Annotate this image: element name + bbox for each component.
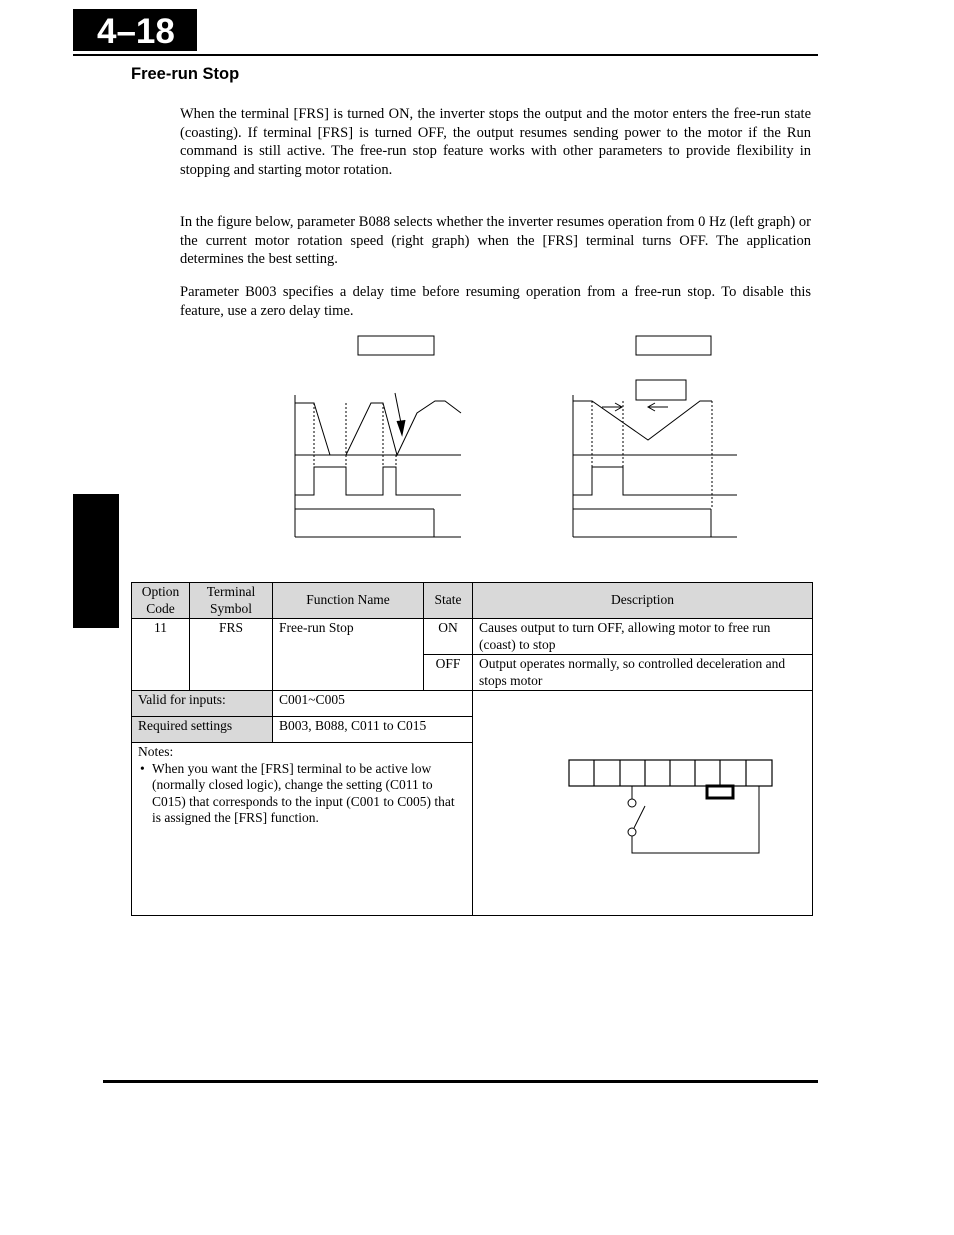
description-on-cell: Causes output to turn OFF, allowing motor to free run (coast) to stop [473,619,813,655]
wiring-diagram-cell [473,691,813,916]
wiring-diagram [473,691,813,915]
note-item: • When you want the [FRS] terminal to be active low (normally closed logic), change the setting (C011 to C015) that corresponds to the input (C001 to C005) that is assigned the [FRS] function. [152,761,466,827]
page-number: 4–18 [97,12,175,51]
state-on-cell: ON [424,619,473,655]
jumper-icon [707,786,733,798]
valid-inputs-value: C001~C005 [273,691,473,717]
left-timing-graph [295,336,461,537]
header-description: Description [473,583,813,619]
right-motor-speed-curve [573,401,712,440]
right-graph-label-box [636,336,711,355]
left-motor-speed-curve [295,401,461,455]
header-function-name: Function Name [273,583,424,619]
notes-list [138,761,466,827]
header-option-code: Option Code [132,583,190,619]
footer-rule [103,1080,818,1083]
notes-cell [132,743,473,916]
required-settings-label: Required settings [132,717,273,743]
section-title: Free-run Stop [131,65,240,83]
right-timing-graph [573,336,737,537]
terminal-symbol-cell: FRS [190,619,273,691]
paragraph-2: In the figure below, parameter B088 selects whether the inverter resumes operation from 0 Hz (left graph) or the current motor rotation speed (right graph) when the [FRS] terminal turns OFF. The application determines the best setting. [180,214,811,268]
description-off-cell: Output operates normally, so controlled deceleration and stops motor [473,655,813,691]
state-off-cell: OFF [424,655,473,691]
option-code-cell: 11 [132,619,190,691]
delay-label-box [636,380,686,400]
left-frs-signal [295,467,461,495]
paragraph-3: Parameter B003 specifies a delay time before resuming operation from a free-run stop. To disable this feature, use a zero delay time. [180,284,811,319]
notes-label: Notes: [138,744,174,759]
header-terminal-symbol: Terminal Symbol [190,583,273,619]
valid-inputs-label: Valid for inputs: [132,691,273,717]
right-frs-signal [573,467,737,495]
terminal-block [569,760,772,786]
header-state: State [424,583,473,619]
header-rule [73,54,818,56]
left-pointer-arrow [395,393,402,428]
chapter-tab [73,494,119,628]
paragraph-1: When the terminal [FRS] is turned ON, the inverter stops the output and the motor enters the free-run state (coasting). If terminal [FRS] is turned OFF, the output resumes sending power to the motor if the Run command is still active. The free-run stop feature works with other parameters to provide flexibility in stopping and starting motor rotation. [180,106,811,178]
frs-function-table [131,582,813,916]
switch-icon [628,786,759,853]
required-settings-value: B003, B088, C011 to C015 [273,717,473,743]
function-name-cell: Free-run Stop [273,619,424,691]
left-graph-label-box [358,336,434,355]
